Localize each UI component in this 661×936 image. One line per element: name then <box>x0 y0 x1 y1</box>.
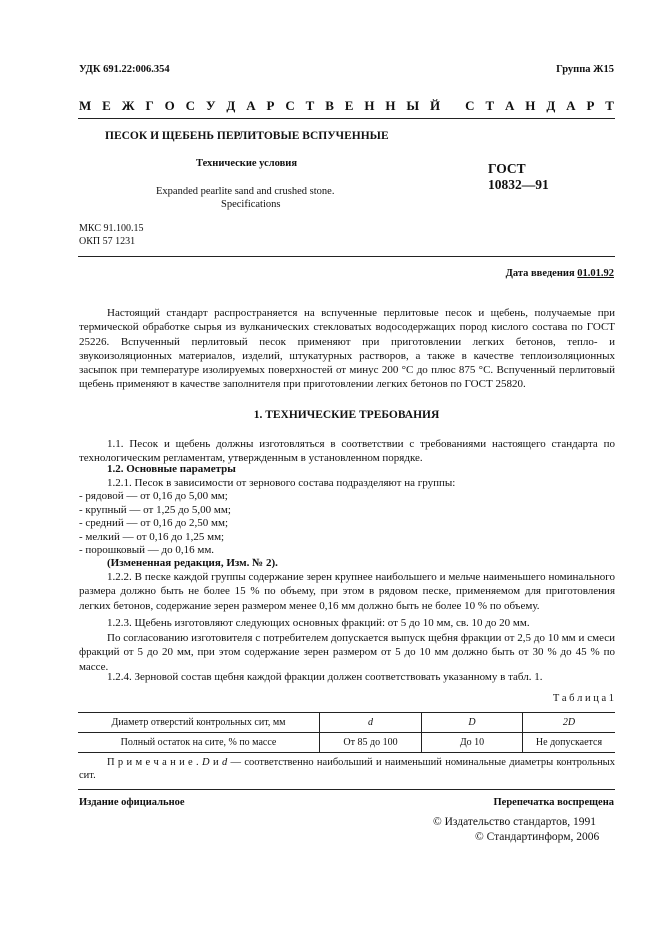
note-d-lower: d <box>221 757 228 768</box>
grain-composition-table <box>78 712 615 753</box>
document-title: ПЕСОК И ЩЕБЕНЬ ПЕРЛИТОВЫЕ ВСПУЧЕННЫЕ <box>105 130 389 142</box>
table-row <box>78 733 615 753</box>
paragraph-1-2-4: 1.2.4. Зерновой состав щебня каждой фракции должен соответствовать указанному в табл. 1. <box>107 671 543 683</box>
table-caption: Т а б л и ц а 1 <box>552 693 614 704</box>
heading-letter: Н <box>385 98 396 113</box>
english-title-line2: Specifications <box>221 199 281 210</box>
standard-type-heading <box>79 98 614 114</box>
table-note <box>79 756 615 782</box>
heading-letter: А <box>246 98 256 113</box>
paragraph-1-2: 1.2. Основные параметры <box>107 463 236 475</box>
heading-letter: О <box>164 98 175 113</box>
intro-date <box>506 268 614 279</box>
heading-letter: Д <box>546 98 556 113</box>
reprint-notice: Перепечатка воспрещена <box>493 797 614 808</box>
table-cell: Не допускается <box>523 733 616 753</box>
table-cell: До 10 <box>422 733 523 753</box>
heading-letter: Р <box>266 98 275 113</box>
official-edition: Издание официальное <box>79 797 185 808</box>
intro-paragraph: Настоящий стандарт распространяется на вспученные перлитовые песок и щебень, получаемые при термической обработке сырья из вулканических стекловатых водосодержащих пород кислого состава по ГОСТ 25226. Вспученный перлитовый песок применяют при приготовлении легких бетонов, тепло- и звукоизоляционных материалов, изделий, штукатурных растворов, а также в качестве теплоизоляционных засыпок при температуре изолируемых поверхностей от минус 200 °С до плюс 875 °С. Вспученный перлитовый щебень применяют в качестве заполнителя при приготовлении легких бетонов по ГОСТ 25820. <box>79 307 615 391</box>
heading-letter: Ж <box>121 98 135 113</box>
table-cell: 2D <box>523 713 616 733</box>
table-cell: От 85 до 100 <box>320 733 422 753</box>
heading-letter: Р <box>586 98 595 113</box>
note-and: и <box>209 757 222 768</box>
heading-letter: С <box>285 98 295 113</box>
table-row <box>78 713 615 733</box>
header-rule <box>78 118 615 119</box>
english-title-line1: Expanded pearlite sand and crushed stone. <box>156 186 335 197</box>
heading-letter: С <box>185 98 196 113</box>
group-code: Группа Ж15 <box>556 64 614 75</box>
intro-date-label: Дата введения <box>505 268 575 279</box>
heading-letter: Н <box>364 98 375 113</box>
paragraph-1-2-3: 1.2.3. Щебень изготовляют следующих основных фракций: от 5 до 10 мм, св. 10 до 20 мм. <box>107 617 530 629</box>
heading-letter: М <box>79 98 92 113</box>
heading-letter: Т <box>605 98 614 113</box>
heading-letter: Д <box>226 98 236 113</box>
heading-letter: А <box>505 98 515 113</box>
heading-letter: Т <box>305 98 315 113</box>
title-rule <box>78 256 615 257</box>
sand-groups-list <box>79 490 231 558</box>
table-cell: Полный остаток на сите, % по массе <box>78 733 320 753</box>
table-cell: d <box>320 713 422 733</box>
heading-letter: Н <box>525 98 536 113</box>
okp-code: ОКП 57 1231 <box>79 236 136 247</box>
note-label: П р и м е ч а н и е . <box>107 757 199 768</box>
table-cell: D <box>422 713 523 733</box>
paragraph-1-1: 1.1. Песок и щебень должны изготовляться в соответствии с требованиями настоящего стандарта по технологическим регламентам, утвержденным в установленном порядке. <box>79 438 615 465</box>
intro-date-value: 01.01.92 <box>577 268 614 279</box>
copyright-1: © Издательство стандартов, 1991 <box>433 816 597 828</box>
heading-letter: Й <box>430 98 441 113</box>
document-subtitle: Технические условия <box>196 158 298 169</box>
list-item: - порошковый — до 0,16 мм. <box>79 544 215 556</box>
copyright-2: © Стандартинформ, 2006 <box>475 831 600 843</box>
list-item: - крупный — от 1,25 до 5,00 мм; <box>79 503 231 516</box>
amendment-note: (Измененная редакция, Изм. № 2). <box>107 557 278 569</box>
gost-label: ГОСТ <box>488 161 526 176</box>
mks-code: МКС 91.100.15 <box>79 223 144 234</box>
note-d-upper: D <box>202 757 210 768</box>
heading-letter: Ы <box>406 98 420 113</box>
udk-code: УДК 691.22:006.354 <box>79 64 170 75</box>
heading-letter: У <box>205 98 216 113</box>
heading-gap <box>451 98 454 114</box>
paragraph-1-2-3-agreement: По согласованию изготовителя с потребителем допускается выпуск щебня фракции от 2,5 до 10 мм и смеси фракций от 5 до 20 мм, при этом содержание зерен размером от 5 до 10 мм должно быть от 30 % до 45 % по массе. <box>79 632 615 673</box>
note-text: — соответственно наибольший и наименьший номинальные диаметры контрольных сит. <box>79 757 615 781</box>
heading-letter: А <box>566 98 576 113</box>
heading-letter: Т <box>485 98 495 113</box>
list-item: - рядовой — от 0,16 до 5,00 мм; <box>79 490 228 502</box>
section-heading: 1. ТЕХНИЧЕСКИЕ ТРЕБОВАНИЯ <box>253 409 440 421</box>
list-item: - средний — от 0,16 до 2,50 мм; <box>79 517 229 529</box>
heading-letter: Е <box>102 98 111 113</box>
table-cell: Диаметр отверстий контрольных сит, мм <box>78 713 320 733</box>
heading-letter: Г <box>145 98 154 113</box>
footer-rule <box>78 789 615 790</box>
heading-letter: В <box>325 98 334 113</box>
list-item: - мелкий — от 0,16 до 1,25 мм; <box>79 530 225 543</box>
gost-number: 10832—91 <box>488 177 549 192</box>
heading-letter: Е <box>344 98 354 113</box>
paragraph-1-2-1: 1.2.1. Песок в зависимости от зернового состава подразделяют на группы: <box>107 477 456 489</box>
heading-letter: С <box>465 98 475 113</box>
paragraph-1-2-2: 1.2.2. В песке каждой группы содержание зерен крупнее наибольшего и мельче наименьшего номинального размера должно быть не более 15 % по объему, при этом в рядовом песке, применяемом для приготовления легких бетонов, содержание зерен размером менее 0,16 мм должно быть не более 10 % по объему. <box>79 571 615 612</box>
